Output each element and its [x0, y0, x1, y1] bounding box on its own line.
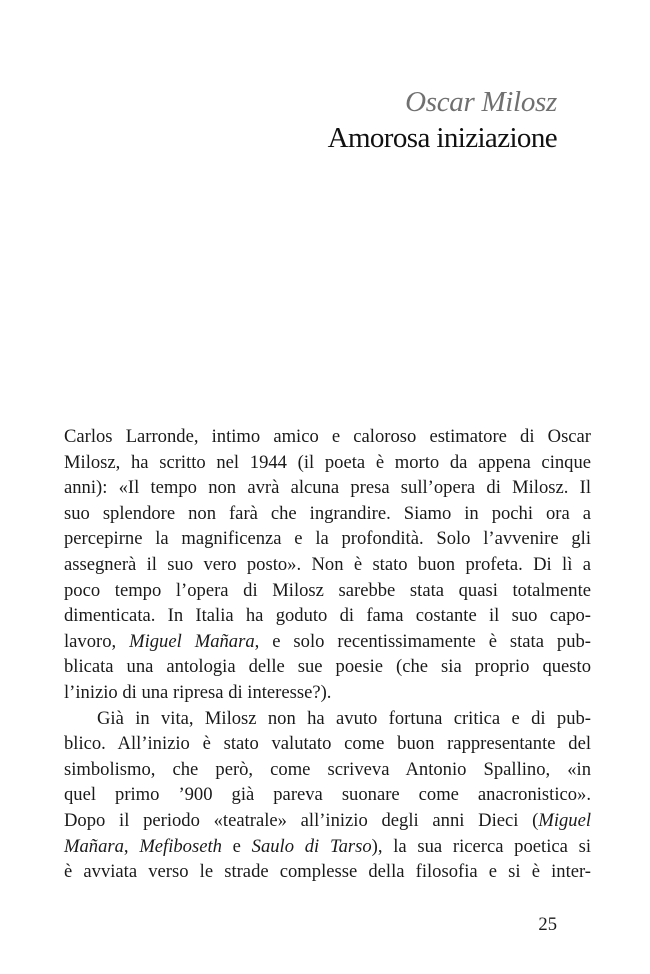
text-segment: lavoro,: [64, 630, 117, 652]
page-number: 25: [538, 914, 557, 935]
text-line: [64, 808, 591, 834]
text-line: [64, 629, 591, 655]
chapter-author: Oscar Milosz: [405, 86, 557, 118]
text-line: Carlos Larronde, intimo amico e caloroso estimatore di Oscar: [64, 426, 591, 447]
text-line: blicata una antologia delle sue poesie (che sia proprio questo: [64, 656, 591, 678]
text-segment: ), la sua ricerca poetica si: [371, 835, 591, 857]
text-line: l’inizio di una ripresa di interesse?).: [64, 681, 332, 703]
text-line: è avviata verso le strade complesse della filosofia e si è inter-: [64, 861, 591, 883]
text-segment: e: [221, 835, 252, 857]
work-title-miguel: Miguel: [538, 809, 591, 831]
text-line: assegnerà il suo vero posto». Non è stato buon profeta. Di lì a: [64, 553, 591, 575]
text-line: quel primo ’900 già pareva suonare come anacronistico».: [64, 784, 591, 806]
text-line: Milosz, ha scritto nel 1944 (il poeta è morto da appena cinque: [64, 451, 591, 473]
text-line: blico. All’inizio è stato valutato come buon rappresentante del: [64, 733, 591, 755]
work-title-mefiboseth: Mefiboseth: [139, 835, 222, 857]
text-line: [64, 834, 591, 860]
text-line: suo splendore non farà che ingrandire. Siamo in pochi ora a: [64, 502, 591, 524]
text-line: dimenticata. In Italia ha goduto di fama costante il suo capo-: [64, 605, 591, 627]
text-line: poco tempo l’opera di Milosz sarebbe stata quasi totalmente: [64, 579, 591, 601]
text-line: Già in vita, Milosz non ha avuto fortuna critica e di pub-: [97, 707, 591, 729]
text-segment: , e solo recentissimamente è stata pub-: [254, 630, 591, 652]
chapter-title: Amorosa iniziazione: [327, 122, 557, 154]
text-line: anni): «Il tempo non avrà alcuna presa sull’opera di Milosz. Il: [64, 477, 591, 499]
text-segment: Dopo il periodo «teatrale» all’inizio degli anni Dieci (: [64, 809, 539, 831]
body-text: [64, 424, 591, 885]
work-title-manara: Mañara: [64, 835, 124, 857]
work-title-saulo-di-tarso: Saulo di Tarso: [251, 835, 372, 857]
chapter-header: [328, 84, 557, 156]
work-title-miguel-manara: Miguel Mañara: [129, 630, 255, 652]
text-line: simbolismo, che però, come scriveva Antonio Spallino, «in: [64, 758, 591, 780]
text-line: percepirne la magnificenza e la profondità. Solo l’avvenire gli: [64, 528, 591, 550]
text-segment: ,: [123, 835, 140, 857]
